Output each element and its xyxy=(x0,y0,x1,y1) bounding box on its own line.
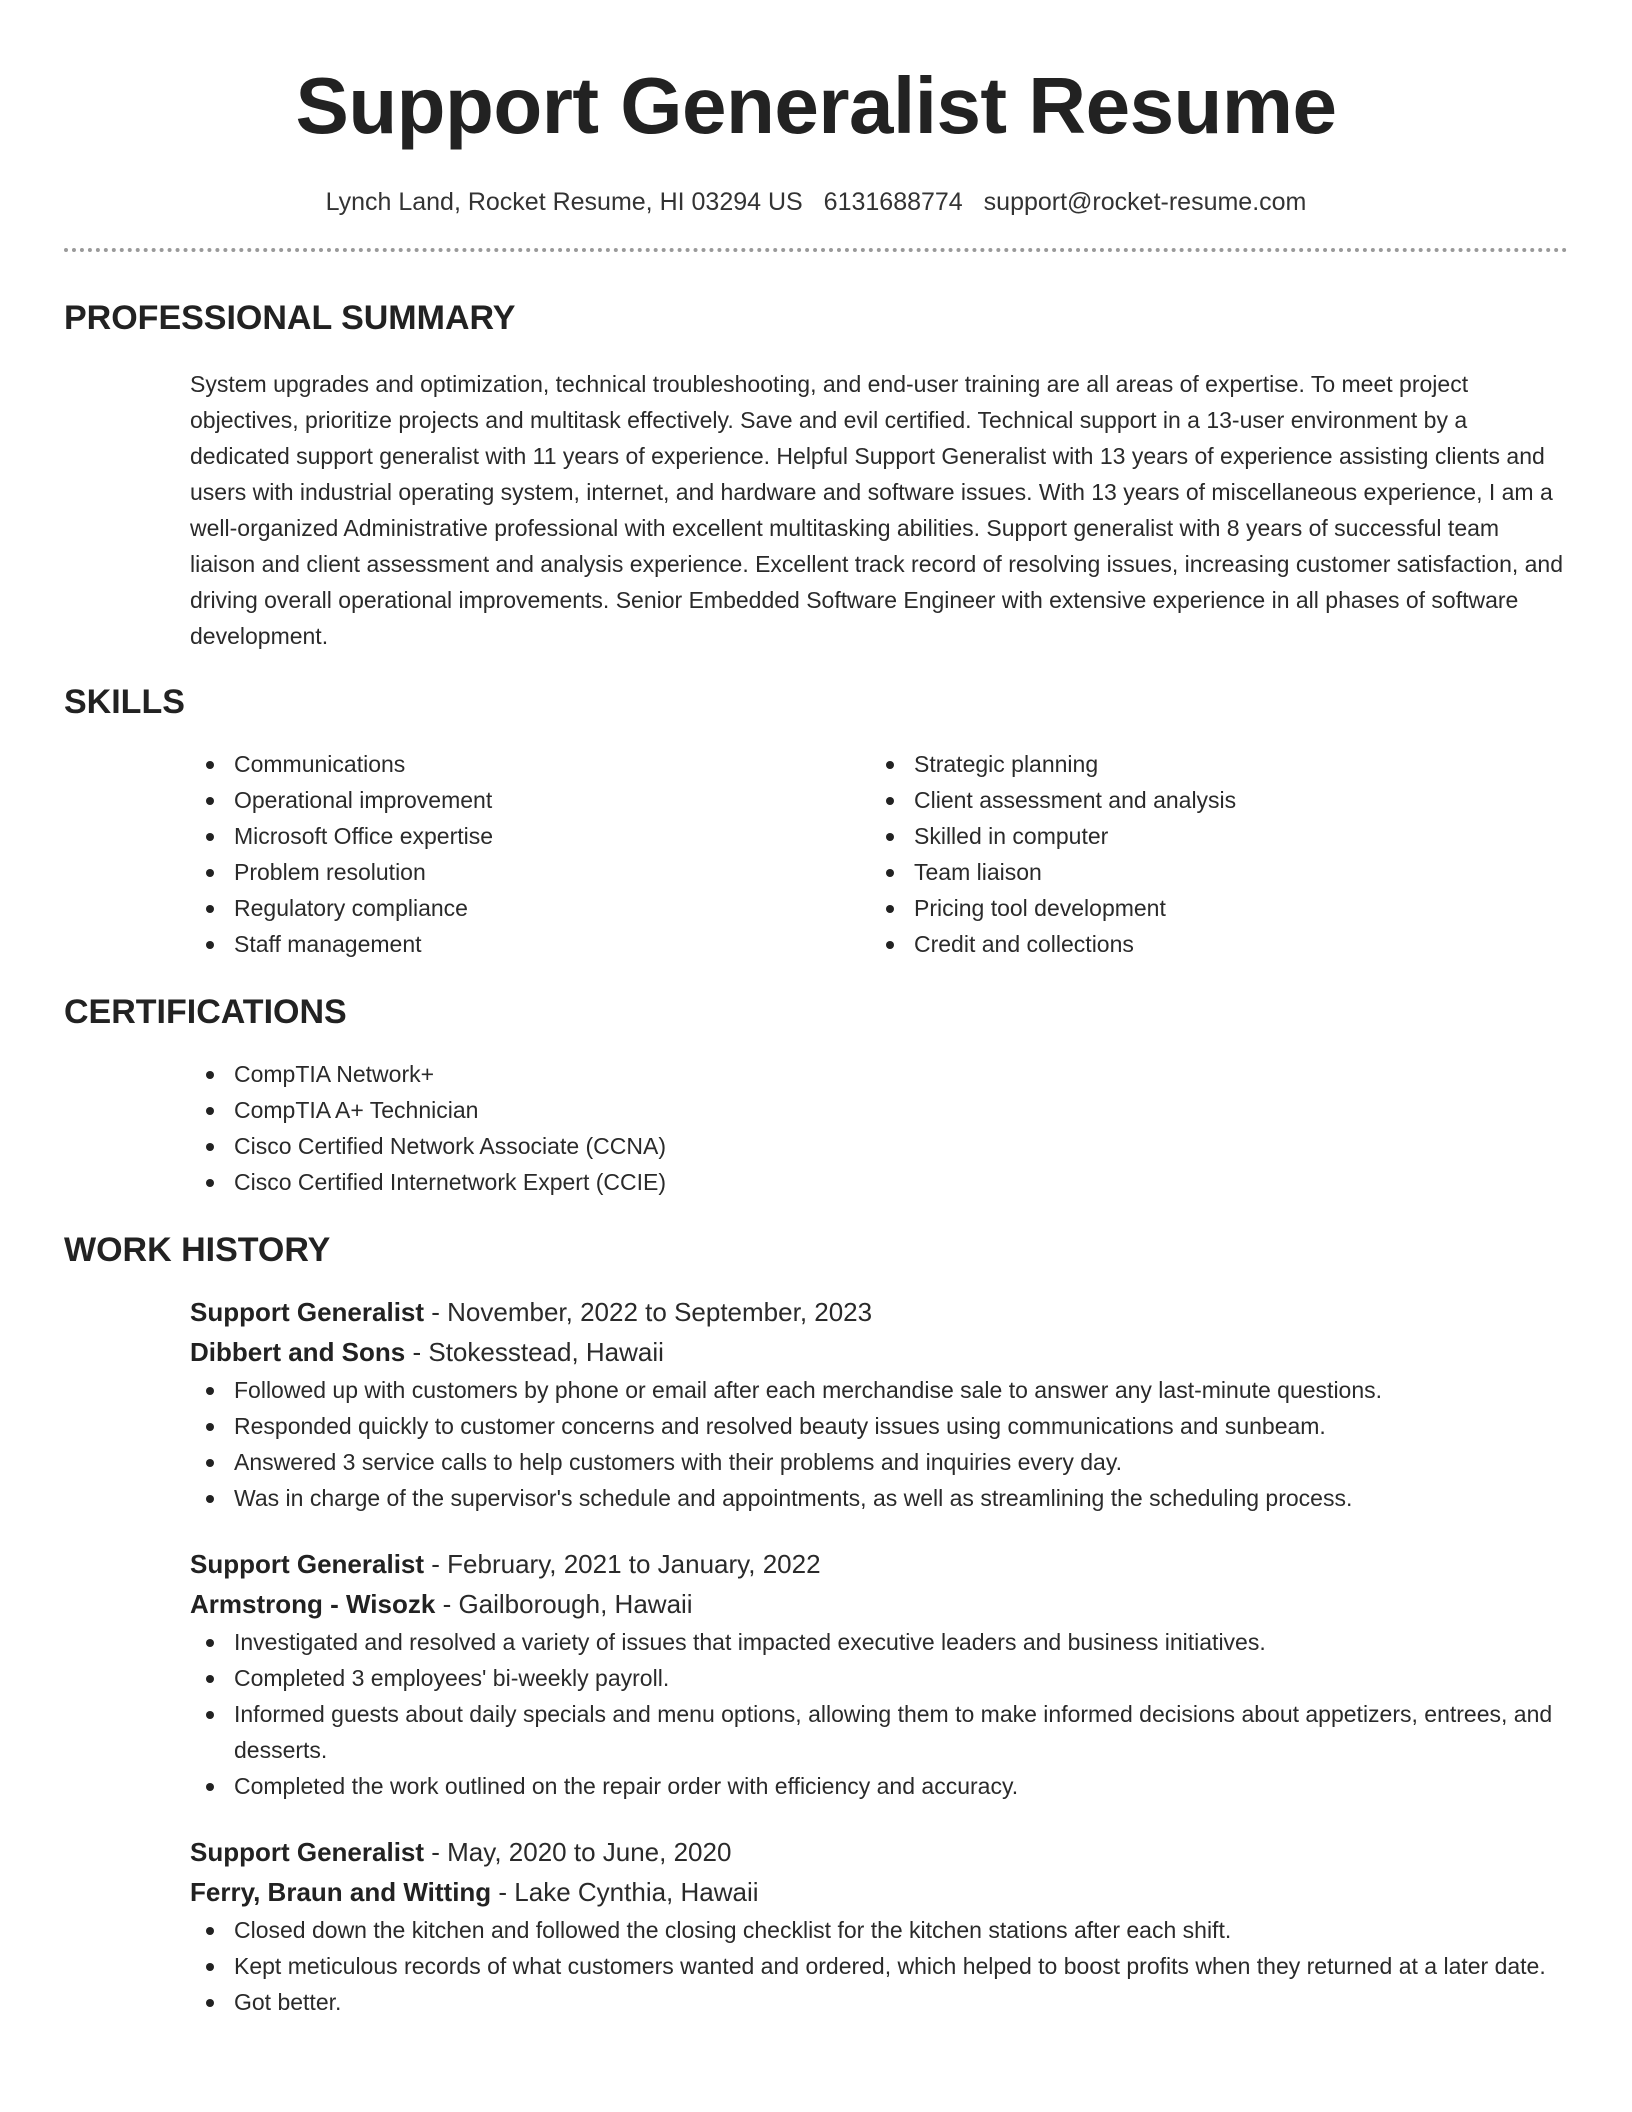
job-bullet: Completed the work outlined on the repair order with efficiency and accuracy. xyxy=(190,1768,1568,1804)
job-company-line xyxy=(190,1332,1568,1372)
job-company: Ferry, Braun and Witting xyxy=(190,1877,492,1907)
certifications-list xyxy=(190,1056,1568,1200)
job-bullets xyxy=(190,1372,1568,1516)
skill-item: Staff management xyxy=(190,926,870,962)
job-dates: - November, 2022 to September, 2023 xyxy=(424,1297,873,1327)
skill-item: Microsoft Office expertise xyxy=(190,818,870,854)
job-bullet: Kept meticulous records of what customers wanted and ordered, which helped to boost profits when they returned at a later date. xyxy=(190,1948,1568,1984)
job-role: Support Generalist xyxy=(190,1837,425,1867)
job-entry xyxy=(190,1544,1568,1804)
summary-text: System upgrades and optimization, technical troubleshooting, and end-user training are all areas of expertise. To meet project objectives, prioritize projects and multitask effectively. Save and evil certified. Technical support in a 13-user environment by a dedicated support generalist with 11 years of experience. Helpful Support Generalist with 13 years of experience assisting clients and users with industrial operating system, internet, and hardware and software issues. With 13 years of miscellaneous experience, I am a well-organized Administrative professional with excellent multitasking abilities. Support generalist with 8 years of successful team liaison and client assessment and analysis experience. Excellent track record of resolving issues, increasing customer satisfaction, and driving overall operational improvements. Senior Embedded Software Engineer with extensive experience in all phases of software development. xyxy=(190,371,1564,649)
skill-item: Pricing tool development xyxy=(870,890,1550,926)
contact-line xyxy=(64,186,1568,218)
job-location: - Stokesstead, Hawaii xyxy=(405,1337,664,1367)
skill-item: Regulatory compliance xyxy=(190,890,870,926)
certification-item: CompTIA Network+ xyxy=(190,1056,1568,1092)
job-title-line xyxy=(190,1832,1568,1872)
contact-phone: 6131688774 xyxy=(823,188,963,216)
section-title-summary: PROFESSIONAL SUMMARY xyxy=(64,299,516,337)
job-role: Support Generalist xyxy=(190,1549,425,1579)
job-dates: - May, 2020 to June, 2020 xyxy=(424,1837,732,1867)
job-bullet: Responded quickly to customer concerns and resolved beauty issues using communications and sunbeam. xyxy=(190,1408,1568,1444)
job-bullet: Investigated and resolved a variety of issues that impacted executive leaders and business initiatives. xyxy=(190,1624,1568,1660)
skill-item: Communications xyxy=(190,746,870,782)
section-title-work-history: WORK HISTORY xyxy=(64,1231,331,1269)
skill-item: Credit and collections xyxy=(870,926,1550,962)
certification-item: Cisco Certified Network Associate (CCNA) xyxy=(190,1128,1568,1164)
skills-column-left xyxy=(190,746,870,962)
job-location: - Gailborough, Hawaii xyxy=(435,1589,693,1619)
job-location: - Lake Cynthia, Hawaii xyxy=(491,1877,759,1907)
job-title-line xyxy=(190,1292,1568,1332)
skill-item: Client assessment and analysis xyxy=(870,782,1550,818)
header-divider xyxy=(64,248,1568,252)
job-bullet: Informed guests about daily specials and menu options, allowing them to make informed decisions about appetizers, entrees, and desserts. xyxy=(190,1696,1568,1768)
job-bullet: Was in charge of the supervisor's schedule and appointments, as well as streamlining the scheduling process. xyxy=(190,1480,1568,1516)
job-bullets xyxy=(190,1912,1568,2020)
skills-list xyxy=(190,746,1568,962)
job-company: Armstrong - Wisozk xyxy=(190,1589,436,1619)
skill-item: Team liaison xyxy=(870,854,1550,890)
job-dates: - February, 2021 to January, 2022 xyxy=(424,1549,821,1579)
job-company: Dibbert and Sons xyxy=(190,1337,406,1367)
resume-title: Support Generalist Resume xyxy=(295,61,1337,150)
section-title-certifications: CERTIFICATIONS xyxy=(64,993,347,1031)
job-entry xyxy=(190,1292,1568,1516)
contact-address: Lynch Land, Rocket Resume, HI 03294 US xyxy=(325,188,803,216)
job-bullet: Closed down the kitchen and followed the closing checklist for the kitchen stations after each shift. xyxy=(190,1912,1568,1948)
skills-column-right xyxy=(870,746,1550,962)
skill-item: Problem resolution xyxy=(190,854,870,890)
job-bullet: Got better. xyxy=(190,1984,1568,2020)
job-title-line xyxy=(190,1544,1568,1584)
job-company-line xyxy=(190,1584,1568,1624)
skill-item: Skilled in computer xyxy=(870,818,1550,854)
skill-item: Strategic planning xyxy=(870,746,1550,782)
skill-item: Operational improvement xyxy=(190,782,870,818)
certification-item: CompTIA A+ Technician xyxy=(190,1092,1568,1128)
job-bullet: Completed 3 employees' bi-weekly payroll. xyxy=(190,1660,1568,1696)
section-title-skills: SKILLS xyxy=(64,683,185,721)
certification-item: Cisco Certified Internetwork Expert (CCIE) xyxy=(190,1164,1568,1200)
job-company-line xyxy=(190,1872,1568,1912)
contact-email: support@rocket-resume.com xyxy=(983,188,1307,216)
job-role: Support Generalist xyxy=(190,1297,425,1327)
job-bullet: Followed up with customers by phone or email after each merchandise sale to answer any last-minute questions. xyxy=(190,1372,1568,1408)
job-bullet: Answered 3 service calls to help customers with their problems and inquiries every day. xyxy=(190,1444,1568,1480)
job-bullets xyxy=(190,1624,1568,1804)
job-entry xyxy=(190,1832,1568,2020)
